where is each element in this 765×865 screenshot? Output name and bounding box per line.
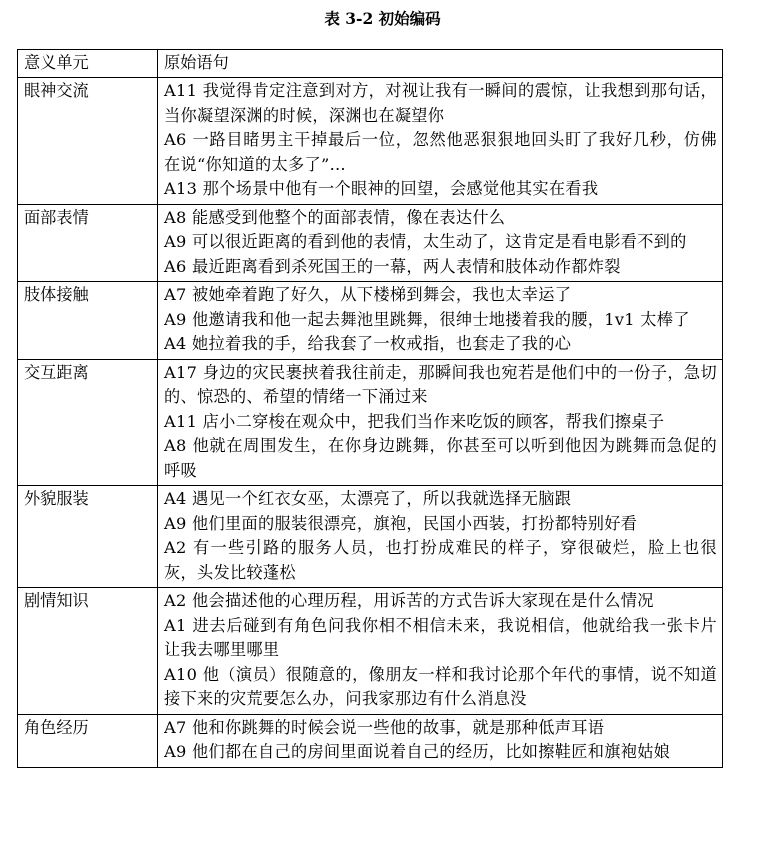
quote-line: A6 最近距离看到杀死国王的一幕，两人表情和肢体动作都炸裂 xyxy=(164,256,621,276)
quote-line: A4 遇见一个红衣女巫，太漂亮了，所以我就选择无脑跟 xyxy=(164,489,572,508)
table-caption: 表 3-2 初始编码 xyxy=(324,9,441,28)
unit-cell: 交互距离 xyxy=(18,359,158,486)
unit-cell: 眼神交流 xyxy=(18,78,158,205)
table-row xyxy=(18,282,723,360)
table-row xyxy=(18,204,723,282)
quote-line: A11 店小二穿梭在观众中，把我们当作来吃饭的顾客，帮我们擦桌子 xyxy=(164,411,665,431)
quote-cell xyxy=(158,486,723,588)
header-unit: 意义单元 xyxy=(18,50,158,78)
table-row xyxy=(18,588,723,715)
quote-line: A8 他就在周围发生，在你身边跳舞，你甚至可以听到他因为跳舞而急促的呼吸 xyxy=(164,436,717,480)
quote-cell xyxy=(158,588,723,715)
unit-cell: 肢体接触 xyxy=(18,282,158,360)
quote-line: A2 他会描述他的心理历程，用诉苦的方式告诉大家现在是什么情况 xyxy=(164,591,654,610)
quote-line: A8 能感受到他整个的面部表情，像在表达什么 xyxy=(164,207,506,227)
header-quote: 原始语句 xyxy=(158,50,723,78)
quote-line: A7 被她牵着跑了好久，从下楼梯到舞会，我也太幸运了 xyxy=(164,285,572,304)
quote-line: A13 那个场景中他有一个眼神的回望，会感觉他其实在看我 xyxy=(164,179,599,198)
quote-cell xyxy=(158,78,723,205)
unit-cell: 角色经历 xyxy=(18,714,158,767)
quote-cell xyxy=(158,359,723,486)
quote-line: A6 一路目睹男主干掉最后一位，忽然他恶狠狠地回头盯了我好几秒，仿佛在说“你知道的太多了”… xyxy=(164,130,717,174)
quote-cell xyxy=(158,714,723,767)
quote-cell xyxy=(158,282,723,360)
quote-cell xyxy=(158,204,723,282)
table-row xyxy=(18,359,723,486)
quote-line: A10 他（演员）很随意的，像朋友一样和我讨论那个年代的事情，说不知道接下来的灾荒要怎么办，问我家那边有什么消息没 xyxy=(164,664,717,708)
table-row xyxy=(18,78,723,205)
quote-line: A11 我觉得肯定注意到对方，对视让我有一瞬间的震惊，让我想到那句话，当你凝望深渊的时候，深渊也在凝望你 xyxy=(164,81,717,125)
unit-cell: 外貌服装 xyxy=(18,486,158,588)
quote-line: A7 他和你跳舞的时候会说一些他的故事，就是那种低声耳语 xyxy=(164,717,605,737)
unit-cell: 面部表情 xyxy=(18,204,158,282)
table-row xyxy=(18,486,723,588)
quote-line: A2 有一些引路的服务人员，也打扮成难民的样子，穿很破烂，脸上也很灰，头发比较蓬松 xyxy=(164,538,717,582)
quote-line: A1 进去后碰到有角色问我你相不相信未来，我说相信，他就给我一张卡片让我去哪里哪里 xyxy=(164,615,717,659)
quote-line: A9 可以很近距离的看到他的表情，太生动了，这肯定是看电影看不到的 xyxy=(164,232,687,251)
initial-coding-table xyxy=(17,49,723,768)
quote-line: A9 他们都在自己的房间里面说着自己的经历，比如擦鞋匠和旗袍姑娘 xyxy=(164,742,671,761)
table-header-row xyxy=(18,50,723,78)
quote-line: A9 他邀请我和他一起去舞池里跳舞，很绅士地搂着我的腰，1v1 太棒了 xyxy=(164,309,690,329)
quote-line: A17 身边的灾民裹挟着我往前走，那瞬间我也宛若是他们中的一份子，急切的、惊恐的、希望的情绪一下涌过来 xyxy=(164,362,717,406)
quote-line: A9 他们里面的服装很漂亮，旗袍，民国小西装，打扮都特别好看 xyxy=(164,513,638,533)
table-row xyxy=(18,714,723,767)
unit-cell: 剧情知识 xyxy=(18,588,158,715)
quote-line: A4 她拉着我的手，给我套了一枚戒指，也套走了我的心 xyxy=(164,334,572,353)
